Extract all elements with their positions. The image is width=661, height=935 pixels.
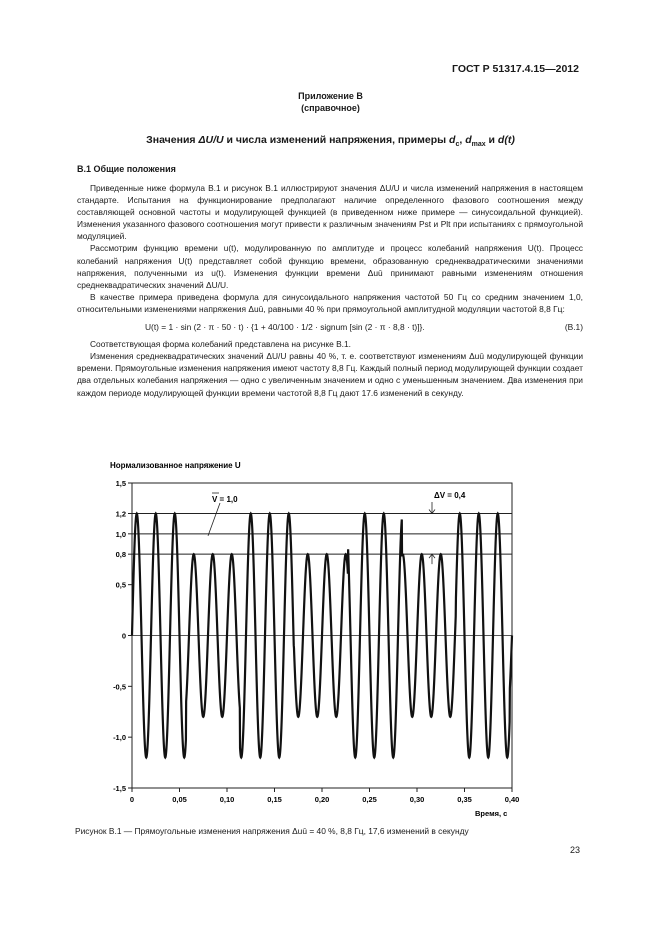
annotation-delta-v: ΔV = 0,4 [434,491,466,500]
figure-caption: Рисунок В.1 — Прямоугольные изменения напряжения Δuū = 40 %, 8,8 Гц, 17,6 изменений в секунду [75,826,469,836]
appendix-title: Приложение В [298,91,363,101]
y-tick-label: 0,8 [115,550,126,560]
y-tick-label: -1,0 [113,733,126,743]
section-title-comma: , [459,134,466,146]
paragraph-3: В качестве примера приведена формула для синусоидального напряжения частотой 50 Гц со средним значением 1,0, относительными изменениями напряжения Δuū, равными 40 % при прямоугольной амплитудной модуляции частотой 8,8 Гц: [77,291,583,314]
section-title-prefix: Значения [146,134,199,146]
y-tick-label: 0,5 [115,580,126,590]
x-tick-label: 0,35 [457,795,472,804]
section-title-dmax: d [465,134,472,146]
x-tick-label: 0,15 [267,795,282,804]
section-title-du: ΔU/U [198,134,224,146]
standard-number: ГОСТ Р 51317.4.15—2012 [452,63,579,75]
section-title-dc: d [449,134,456,146]
section-title-mid: и числа изменений напряжения, примеры [223,134,450,146]
waveform-series [132,514,512,758]
x-tick-label: 0,25 [362,795,377,804]
formula-row [77,321,583,333]
y-tick-label: -0,5 [113,682,126,692]
formula-number: (В.1) [564,322,583,333]
x-tick-label: 0,20 [314,795,330,804]
x-tick-label: 0,10 [219,795,235,804]
paragraph-5: Изменения среднеквадратических значений ΔU/U равны 40 %, т. е. соответствуют изменениям Δuū модулирующей функции времени. Прямоугольные изменения напряжения имеют частоту 8,8 Гц. Каждый полный период модулирующей функции создает два отдельных колебания напряжения — одно с увеличенным значением и одно с уменьшенным значением. Два изменения при каждом периоде модулирующей функции времени частотой 8,8 Гц дают 17.6 изменений в секунду. [77,351,583,398]
page-number: 23 [570,845,581,855]
y-tick-label: 1,5 [115,479,126,488]
annotation-v: V = 1,0 [212,495,238,504]
y-axis-label: Нормализованное напряжение U [110,461,241,470]
subsection-heading: В.1 Общие положения [77,164,176,174]
y-tick-label: 1,0 [115,529,126,539]
y-tick-label: -1,5 [113,784,126,793]
appendix-subtitle: (справочное) [301,103,360,113]
section-title-dt: d(t) [497,134,515,146]
formula: U(t) = 1 · sin (2 · π · 50 · t) · {1 + 40/100 · 1/2 · signum [sin (2 · π · 8,8 · t)]}. [145,322,425,333]
y-tick-label: 1,2 [115,509,126,519]
y-tick-label: 0 [121,631,126,641]
figure-chart [0,430,661,830]
body-text [77,182,583,399]
paragraph-2: Рассмотрим функцию времени u(t), модулированную по амплитуде и процесс колебаний напряжения U(t). Процесс колебаний напряжения U(t) представляет собой функцию времени, образованную среднеквадратическими значениями напряжения, полученными из u(t). Изменения функции времени Δuū принимают равными изменениям отношения среднеквадратических значений ΔU/U. [77,243,583,290]
x-tick-label: 0 [129,795,135,804]
section-title-dc-sub: c [455,141,460,148]
x-tick-label: 0,30 [409,795,425,804]
plot-area [113,479,519,804]
x-axis-label: Время, с [475,809,508,818]
appendix-title-block [0,90,661,114]
annotation-leader-v [208,503,220,536]
paragraph-4: Соответствующая форма колебаний представлена на рисунке В.1. [90,339,351,350]
section-title-and: и [485,134,498,146]
paragraph-1: Приведенные ниже формула В.1 и рисунок В.1 иллюстрируют значения ΔU/U и числа изменений напряжения в настоящем стандарте. Испытания на функционирование предполагают наличие определенного фазового соотношения между составляющей основной частоты и модулирующей функцией (в приведенном ниже примере — синусоидальной функцией). Изменения указанного фазового соотношения могут привести к различным значениям Pst и Plt при испытаниях с прямоугольной модуляцией. [77,183,583,242]
section-title-dmax-sub: max [471,141,486,148]
x-tick-label: 0,05 [172,795,187,804]
chart-svg [0,430,661,830]
section-title [0,134,661,146]
x-tick-label: 0,40 [504,795,520,804]
